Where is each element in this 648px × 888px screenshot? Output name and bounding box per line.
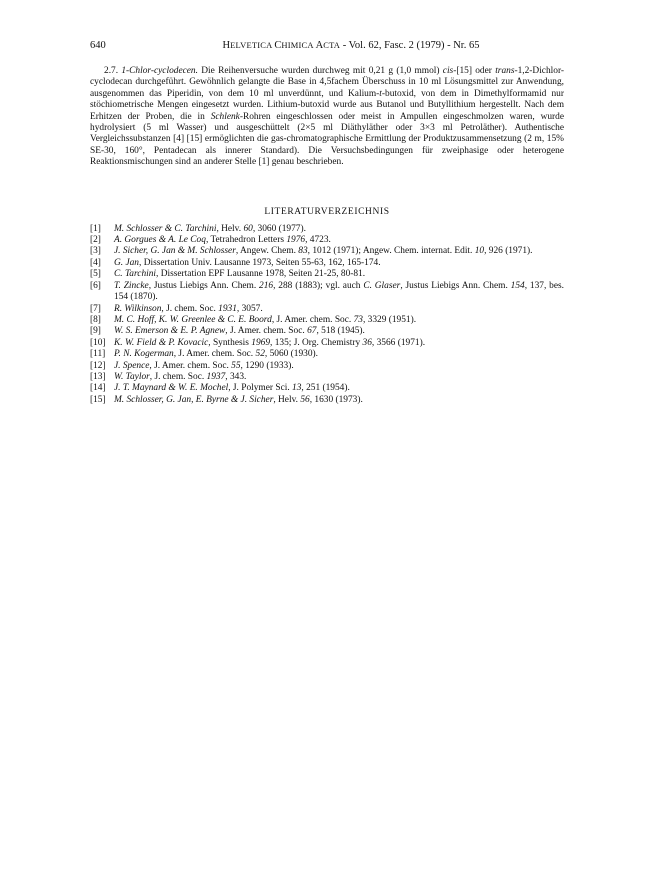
reference-list bbox=[90, 224, 564, 407]
reference-item: [3] J. Sicher, G. Jan & M. Schlosser, Angew. Chem. 83, 1012 (1971); Angew. Chem. internat. Edit. 10, 926 (1971). bbox=[90, 246, 533, 257]
section-title: 1-Chlor-cyclodecen. bbox=[121, 66, 198, 76]
reference-item: [10] K. W. Field & P. Kovacic, Synthesis 1969, 135; J. Org. Chemistry 36, 3566 (1971). bbox=[90, 337, 426, 348]
reference-item: [5] C. Tarchini, Dissertation EPF Lausanne 1978, Seiten 21-25, 80-81. bbox=[90, 269, 366, 280]
issue-info: - Vol. 62, Fasc. 2 (1979) - Nr. 65 bbox=[340, 40, 480, 51]
reference-item: [12] J. Spence, J. Amer. chem. Soc. 55, 1290 (1933). bbox=[90, 360, 294, 371]
experimental-paragraph: 2.7. 1-Chlor-cyclodecen. Die Reihenversuche wurden durchweg mit 0,21 g (1,0 mmol) cis-[15] oder trans-1,2-Dichlor-cyclodecan durchgeführt. Gewöhnlich gelangte die Base in 4,5fachem Überschuss in 10 ml Lösungsmittel zur Anwendung, ausgenommen das Piperidin, von dem 10 ml unverdünnt, und Kalium-t-butoxid, von dem in Dimethylformamid nur stöchiometrische Mengen eingesetzt wurden. Lithium-butoxid wurde aus Butanol und Butyllithium hergestellt. Nach dem Erhitzen der Proben, die in Schlenk-Rohren eingeschlossen oder meist in Ampullen eingeschmolzen waren, wurde hydrolysiert (5 ml Wasser) und ausgeschüttelt (2×5 ml Diäthyläther oder 3×3 ml Petroläther). Authentische Vergleichssubstanzen [4] [15] ermöglichten die gas-chromatographische Ermittlung der Produktzusammensetzung (2 m, 15% SE-30, 160°, Pentadecan als innerer Standard). Die Versuchsbedingungen für zweiphasige oder heterogene Reaktionsmischungen sind an anderer Stelle [1] genau beschrieben. bbox=[90, 66, 565, 168]
reference-item: [1] M. Schlosser & C. Tarchini, Helv. 60, 3060 (1977). bbox=[90, 223, 306, 234]
reference-item: [9] W. S. Emerson & E. P. Agnew, J. Amer. chem. Soc. 67, 518 (1945). bbox=[90, 326, 365, 337]
reference-item: [6] T. Zincke, Justus Liebigs Ann. Chem. 216, 288 (1883); vgl. auch C. Glaser, Justus Liebigs Ann. Chem. 154, 137, bes. 154 (1870). bbox=[90, 280, 564, 303]
reference-item: [2] A. Gorgues & A. Le Coq, Tetrahedron Letters 1976, 4723. bbox=[90, 235, 331, 246]
bibliography-heading: LITERATURVERZEICHNIS bbox=[264, 206, 390, 217]
reference-item: [15] M. Schlosser, G. Jan, E. Byrne & J. Sicher, Helv. 56, 1630 (1973). bbox=[90, 394, 363, 405]
page-number: 640 bbox=[90, 40, 106, 51]
reference-item: [8] M. C. Hoff, K. W. Greenlee & C. E. Boord, J. Amer. chem. Soc. 73, 3329 (1951). bbox=[90, 314, 417, 325]
running-head bbox=[90, 40, 564, 54]
journal-running-title: HELVETICA CHIMICA ACTA - Vol. 62, Fasc. 2 (1979) - Nr. 65 bbox=[222, 40, 480, 51]
reference-item: [11] P. N. Kogerman, J. Amer. chem. Soc. 52, 5060 (1930). bbox=[90, 349, 318, 360]
reference-item: [13] W. Taylor, J. chem. Soc. 1937, 343. bbox=[90, 371, 247, 382]
section-number: 2.7. bbox=[104, 66, 119, 76]
reference-item: [7] R. Wilkinson, J. chem. Soc. 1931, 3057. bbox=[90, 303, 263, 314]
reference-item: [14] J. T. Maynard & W. E. Mochel, J. Polymer Sci. 13, 251 (1954). bbox=[90, 383, 350, 394]
reference-item: [4] G. Jan, Dissertation Univ. Lausanne 1973, Seiten 55-63, 162, 165-174. bbox=[90, 257, 381, 268]
journal-page bbox=[90, 40, 564, 406]
